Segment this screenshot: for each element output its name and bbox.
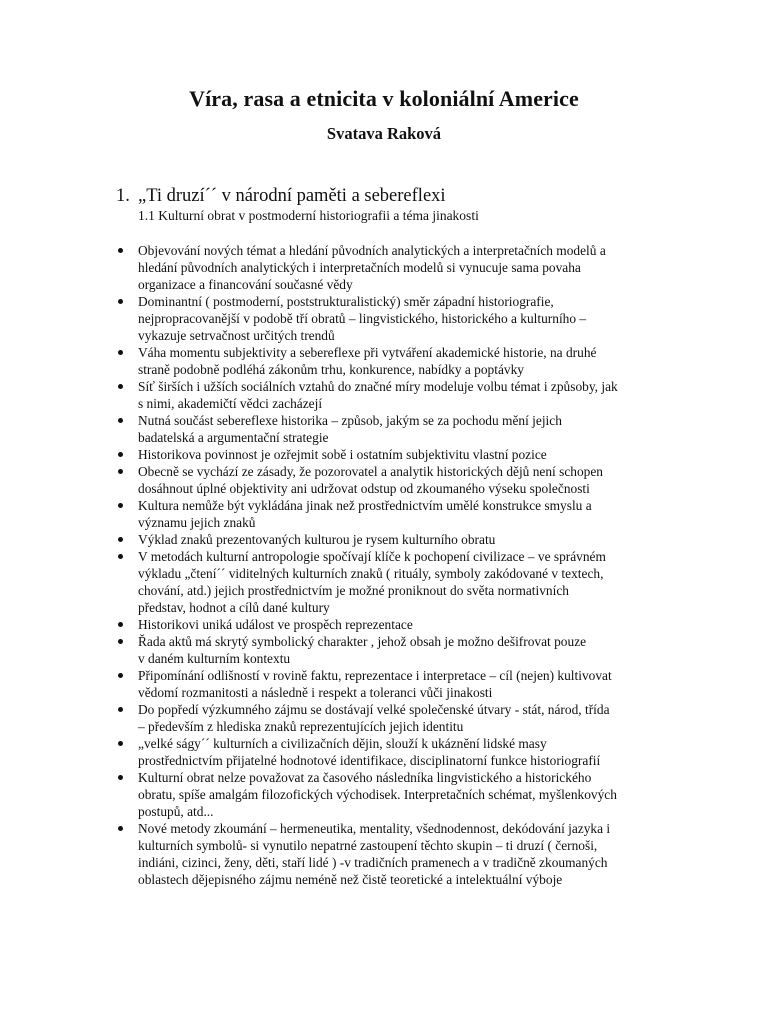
bullet-text-line: Nové metody zkoumání – hermeneutika, mentality, všednodennost, dekódování jazyka i <box>138 821 611 836</box>
bullet-dot-icon <box>118 775 123 780</box>
bullet-dot-icon <box>118 639 123 644</box>
section-title: „Ti druzí´´ v národní paměti a sebereflexi <box>138 186 446 206</box>
bullet-text-line: organizace a financování současné vědy <box>138 277 353 292</box>
bullet-text-line: V metodách kulturní antropologie spočívají klíče k pochopení civilizace – ve správném <box>138 549 606 564</box>
bullet-dot-icon <box>118 707 123 712</box>
bullet-text-line: Do popředí výzkumného zájmu se dostávají velké společenské útvary - stát, národ, třída <box>138 702 610 717</box>
bullet-text-line: v daném kulturním kontextu <box>138 651 291 666</box>
bullet-text-line: Váha momentu subjektivity a sebereflexe při vytváření akademické historie, na druhé <box>138 345 597 360</box>
bullet-text-line: Výklad znaků prezentovaných kulturou je rysem kulturního obratu <box>138 532 496 547</box>
bullet-text-line: významu jejich znaků <box>138 515 256 530</box>
bullet-text-line: nejpropracovanější v podobě tří obratů – lingvistického, historického a kulturního – <box>138 311 587 326</box>
bullet-text-line: indiáni, cizinci, ženy, děti, staří lidé ) -v tradičních pramenech a v tradičně zkoumaných <box>138 855 608 870</box>
bullet-dot-icon <box>118 537 123 542</box>
bullet-dot-icon <box>118 248 123 253</box>
bullet-text-line: výkladu „čtení´´ viditelných kulturních znaků ( rituály, symboly zakódované v textech, <box>138 566 604 581</box>
bullet-text-line: vědomí rozmanitosti a následně i respekt a toleranci vůči jinakosti <box>138 685 493 700</box>
bullet-text-line: chování, atd.) jejich prostřednictvím je možné proniknout do světa normativních <box>138 583 569 598</box>
bullet-dot-icon <box>118 554 123 559</box>
bullet-dot-icon <box>118 469 123 474</box>
bullet-dot-icon <box>118 418 123 423</box>
bullet-dot-icon <box>118 503 123 508</box>
bullet-dot-icon <box>118 826 123 831</box>
bullet-text-line: „velké ságy´´ kulturních a civilizačních dějin, slouží k ukáznění lidské masy <box>138 736 547 751</box>
bullet-text-line: představ, hodnot a cílů dané kultury <box>138 600 330 615</box>
bullet-dot-icon <box>118 384 123 389</box>
bullet-dot-icon <box>118 452 123 457</box>
bullet-text-line: Historikovi uniká událost ve prospěch reprezentace <box>138 617 413 632</box>
document-author: Svatava Raková <box>326 124 442 143</box>
bullet-text-line: Dominantní ( postmoderní, poststrukturalistický) směr západní historiografie, <box>138 294 554 309</box>
bullet-text-line: Připomínání odlišností v rovině faktu, reprezentace i interpretace – cíl (nejen) kultivovat <box>138 668 612 683</box>
bullet-dot-icon <box>118 350 123 355</box>
bullet-text-line: obratu, spíše amalgám filozofických východisek. Interpretačních schémat, myšlenkových <box>138 787 617 802</box>
bullet-text-line: Nutná součást sebereflexe historika – způsob, jakým se za pochodu mění jejich <box>138 413 562 428</box>
bullet-text-line: – především z hlediska znaků reprezentujících jejich identitu <box>138 719 464 734</box>
bullet-text-line: prostřednictvím přijatelné hodnotové identifikace, disciplinatorní funkce historiografií <box>138 753 601 768</box>
bullet-dot-icon <box>118 299 123 304</box>
bullet-dot-icon <box>118 741 123 746</box>
bullet-text-line: kulturních symbolů- si vynutilo nepatrné zastoupení těchto skupin – ti druzí ( černoši, <box>138 838 598 853</box>
bullet-text-line: Síť širších i užších sociálních vztahů do značné míry modeluje volbu témat i způsoby, jak <box>138 379 618 394</box>
bullet-text-line: dosáhnout úplné objektivity ani udržovat odstup od zkoumaného výseku společnosti <box>138 481 590 496</box>
bullet-text-line: badatelská a argumentační strategie <box>138 430 329 445</box>
section-number: 1. <box>116 186 130 206</box>
bullet-text-line: Historikova povinnost je ozřejmit sobě i ostatním subjektivitu vlastní pozice <box>138 447 547 462</box>
bullet-text-line: postupů, atd... <box>138 804 214 819</box>
section-heading <box>116 186 446 207</box>
bullet-dot-icon <box>118 673 123 678</box>
bullet-text-line: Kulturní obrat nelze považovat za časového následníka lingvistického a historického <box>138 770 592 785</box>
document-title: Víra, rasa a etnicita v koloniální Americe <box>189 86 579 111</box>
bullet-text-line: hledání původních analytických i interpretačních modelů si vynucuje sama povaha <box>138 260 581 275</box>
bullet-text-line: Kultura nemůže být vykládána jinak než prostřednictvím umělé konstrukce smyslu a <box>138 498 592 513</box>
bullet-text-line: oblastech dějepisného zájmu neméně než čistě teoretické a intelektuální výboje <box>138 872 563 887</box>
bullet-dot-icon <box>118 622 123 627</box>
bullet-text-line: s nimi, akademičtí vědci zacházejí <box>138 396 323 411</box>
bullet-text-line: vykazuje setrvačnost určitých trendů <box>138 328 335 343</box>
bullet-text-line: Objevování nových témat a hledání původních analytických a interpretačních modelů a <box>138 243 606 258</box>
bullet-text-line: Obecně se vychází ze zásady, že pozorovatel a analytik historických dějů není schopen <box>138 464 604 479</box>
bullet-text-line: Řada aktů má skrytý symbolický charakter , jehož obsah je možno dešifrovat pouze <box>138 634 587 649</box>
bullet-text-line: straně podobně podléhá zákonům trhu, konkurence, nabídky a poptávky <box>138 362 524 377</box>
subsection-heading: 1.1 Kulturní obrat v postmoderní historiografii a téma jinakosti <box>138 208 479 223</box>
